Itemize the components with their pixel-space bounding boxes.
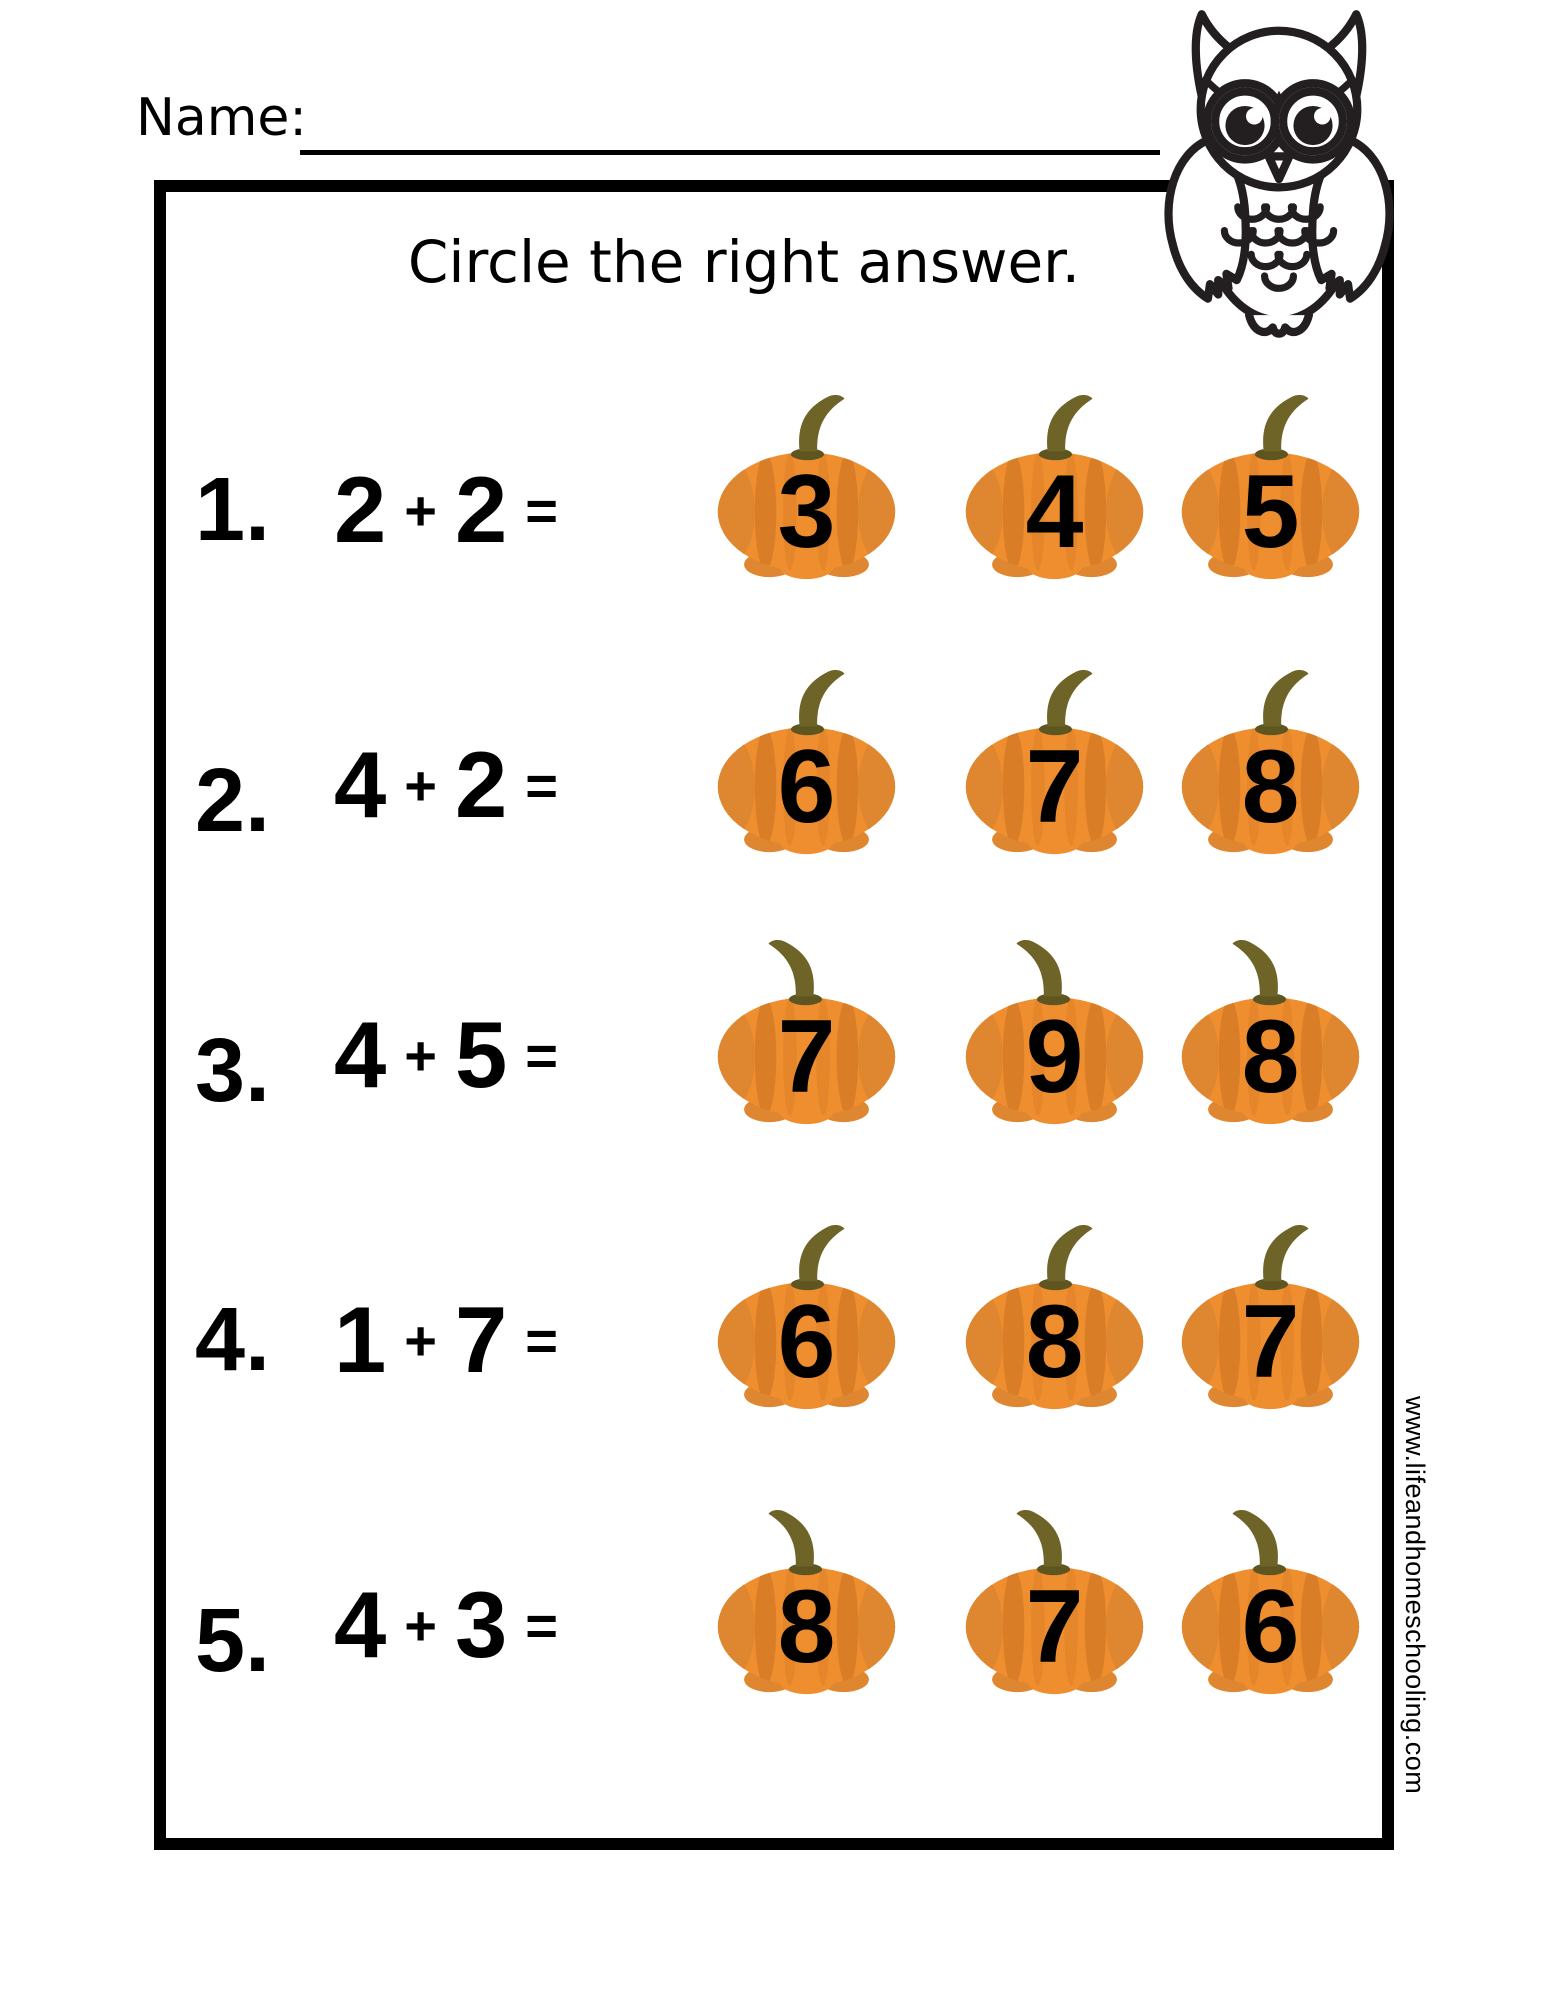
plus-sign: + <box>404 478 437 542</box>
answer-option-pumpkin[interactable] <box>1173 385 1368 585</box>
answer-number: 8 <box>777 1569 836 1685</box>
equals-sign: = <box>525 1593 558 1657</box>
equation <box>334 1225 558 1455</box>
answer-option-pumpkin[interactable] <box>709 1215 904 1415</box>
addend-a: 4 <box>334 1002 387 1107</box>
problem-number: 5. <box>195 1590 271 1691</box>
answer-number: 3 <box>777 454 836 570</box>
problem-number: 1. <box>195 459 271 560</box>
equals-sign: = <box>525 1023 558 1087</box>
equals-sign: = <box>525 1308 558 1372</box>
answer-number: 9 <box>1025 999 1084 1115</box>
addend-b: 2 <box>454 457 508 562</box>
answer-number: 7 <box>1241 1284 1300 1400</box>
answer-option-pumpkin[interactable] <box>709 660 904 860</box>
equals-sign: = <box>525 753 558 817</box>
answer-option-pumpkin[interactable] <box>957 1500 1152 1700</box>
watermark-url: www.lifeandhomeschooling.com <box>1400 1396 1430 1795</box>
answer-number: 8 <box>1241 729 1300 845</box>
answer-option-pumpkin[interactable] <box>1173 1500 1368 1700</box>
answer-option-pumpkin[interactable] <box>957 1215 1152 1415</box>
answer-option-pumpkin[interactable] <box>1173 660 1368 860</box>
addend-b: 3 <box>454 1572 508 1677</box>
addend-a: 4 <box>334 1572 387 1677</box>
answer-option-pumpkin[interactable] <box>709 385 904 585</box>
answer-number: 6 <box>777 729 836 845</box>
addend-a: 1 <box>334 1287 387 1392</box>
answer-option-pumpkin[interactable] <box>957 385 1152 585</box>
problem-number: 2. <box>195 750 271 851</box>
problem-number: 3. <box>195 1020 271 1121</box>
addend-b: 7 <box>454 1287 508 1392</box>
plus-sign: + <box>404 1593 437 1657</box>
worksheet-box <box>154 180 1394 1850</box>
problem-row <box>166 1510 1382 1740</box>
answer-number: 8 <box>1241 999 1300 1115</box>
answer-option-pumpkin[interactable] <box>1173 930 1368 1130</box>
equals-sign: = <box>525 478 558 542</box>
addend-b: 2 <box>454 732 508 837</box>
answer-number: 8 <box>1025 1284 1084 1400</box>
answer-number: 4 <box>1025 454 1084 570</box>
problem-row <box>166 940 1382 1170</box>
answer-number: 7 <box>1025 729 1084 845</box>
answer-number: 7 <box>1025 1569 1084 1685</box>
problem-row <box>166 670 1382 900</box>
answer-option-pumpkin[interactable] <box>1173 1215 1368 1415</box>
equation <box>334 1510 558 1740</box>
equation <box>334 395 558 625</box>
name-write-line[interactable] <box>300 100 1160 155</box>
plus-sign: + <box>404 1308 437 1372</box>
answer-option-pumpkin[interactable] <box>957 660 1152 860</box>
name-label: Name: <box>136 88 307 148</box>
answer-option-pumpkin[interactable] <box>709 930 904 1130</box>
answer-number: 6 <box>777 1284 836 1400</box>
problem-number: 4. <box>195 1289 271 1390</box>
addend-b: 5 <box>454 1002 508 1107</box>
worksheet-instruction: Circle the right answer. <box>407 228 1081 296</box>
answer-option-pumpkin[interactable] <box>709 1500 904 1700</box>
addend-a: 2 <box>334 457 387 562</box>
problem-row <box>166 395 1382 625</box>
problem-row <box>166 1225 1382 1455</box>
equation <box>334 940 558 1170</box>
answer-number: 7 <box>777 999 836 1115</box>
plus-sign: + <box>404 1023 437 1087</box>
answer-number: 6 <box>1241 1569 1300 1685</box>
answer-number: 5 <box>1241 454 1300 570</box>
owl-icon <box>1150 6 1408 346</box>
plus-sign: + <box>404 753 437 817</box>
equation <box>334 670 558 900</box>
answer-option-pumpkin[interactable] <box>957 930 1152 1130</box>
addend-a: 4 <box>334 732 387 837</box>
